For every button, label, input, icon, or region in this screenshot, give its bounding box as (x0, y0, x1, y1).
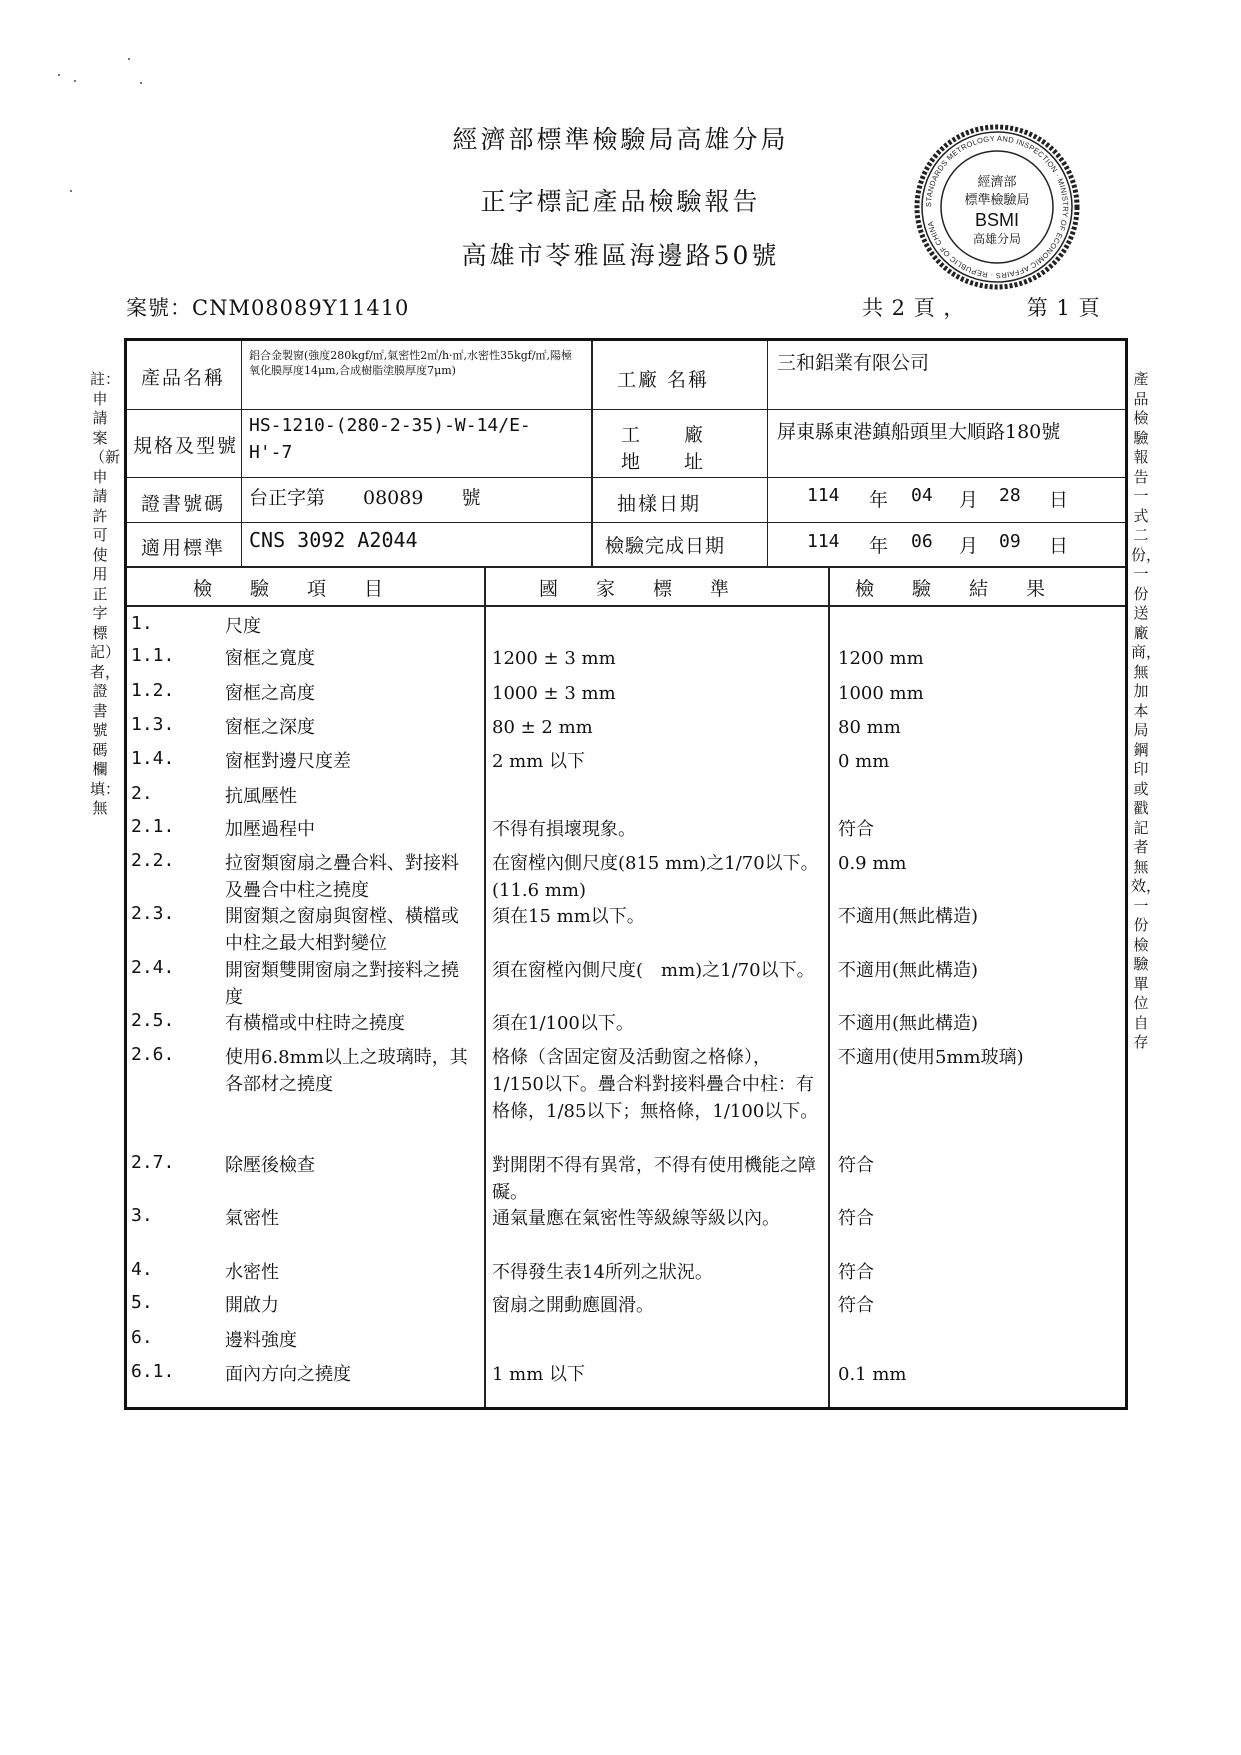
sampling-date-day: 28 (999, 485, 1021, 506)
row-number: 2.2. (131, 850, 175, 871)
row-standard: 格條（含固定窗及活動窗之格條），1/150以下。疊合料對接料疊合中柱：有格條，1/85以下；無格條，1/100以下。 (492, 1047, 819, 1122)
row-result: 符合 (838, 1155, 874, 1176)
year-unit: 年 (869, 489, 891, 511)
spec-model-value-1: HS-1210-(280-2-35)-W-14/E- (249, 415, 531, 436)
seal-line-2: 標準檢驗局 (964, 193, 1030, 208)
row-test-item: 窗框對邊尺度差 (225, 751, 351, 772)
row-test-item: 開窗類雙開窗扇之對接料之撓度 (225, 960, 459, 1008)
row-standard: 窗扇之開動應圓滑。 (492, 1295, 654, 1316)
official-seal (914, 124, 1080, 290)
row-result: 符合 (838, 1262, 874, 1283)
seal-line-4: 高雄分局 (972, 232, 1022, 246)
complete-date-year: 114 (807, 531, 840, 552)
row-standard: 通氣量應在氣密性等級線等級以內。 (492, 1208, 780, 1229)
product-name-label: 產品名稱 (141, 367, 226, 389)
seal-line-1: 經濟部 (977, 175, 1017, 190)
row-number: 3. (131, 1205, 153, 1226)
factory-address-value: 屏東縣東港鎮船頭里大順路180號 (777, 421, 1061, 443)
row-standard: 1 mm 以下 (492, 1364, 586, 1385)
row-test-item: 除壓後檢查 (225, 1155, 315, 1176)
cert-no-label: 證書號碼 (141, 493, 226, 515)
row-result: 0.9 mm (838, 853, 907, 874)
spec-model-value-2: H'-7 (249, 442, 293, 463)
case-number: 案號：CNM08089Y11410 (126, 296, 410, 320)
row-test-item: 開啟力 (225, 1295, 279, 1316)
row-result: 不適用(使用5mm玻璃) (838, 1047, 1024, 1068)
agency-address: 高雄市苓雅區海邊路50號 (461, 241, 780, 270)
row-standard: 在窗樘內側尺度(815 mm)之1/70以下。(11.6 mm) (492, 853, 819, 901)
sampling-date-label: 抽樣日期 (617, 493, 702, 515)
scan-speck (74, 80, 76, 82)
row-test-item: 面內方向之撓度 (225, 1364, 351, 1385)
left-side-note: 註：申請案（新申請許可使用正字標記）者，證書號碼欄填：無 (90, 370, 121, 817)
seal-line-3: BSMI (974, 210, 1020, 230)
row-result: 符合 (838, 1295, 874, 1316)
year-unit: 年 (869, 535, 891, 557)
row-result: 不適用(無此構造) (838, 960, 979, 981)
row-number: 1.4. (131, 748, 175, 769)
complete-date-label: 檢驗完成日期 (605, 535, 726, 557)
page-number: 第 1 頁 (1026, 296, 1101, 320)
scan-speck (128, 58, 130, 60)
row-number: 1.3. (131, 714, 175, 735)
row-number: 2.1. (131, 816, 175, 837)
row-test-item: 開窗類之窗扇與窗樘、橫檔或中柱之最大相對變位 (225, 906, 459, 954)
row-standard: 1000 ± 3 mm (492, 683, 616, 704)
month-unit: 月 (959, 535, 981, 557)
row-number: 2.5. (131, 1010, 175, 1031)
row-test-item: 尺度 (225, 616, 261, 637)
row-standard: 須在15 mm以下。 (492, 906, 645, 927)
row-number: 2.7. (131, 1152, 175, 1173)
row-standard: 不得有損壞現象。 (492, 819, 636, 840)
row-result: 1000 mm (838, 683, 924, 704)
factory-name-label: 工廠 名稱 (617, 369, 710, 391)
row-number: 2.3. (131, 903, 175, 924)
row-result: 符合 (838, 819, 874, 840)
row-standard: 不得發生表14所列之狀況。 (492, 1262, 713, 1283)
row-standard: 1200 ± 3 mm (492, 648, 616, 669)
row-test-item: 有橫檔或中柱時之撓度 (225, 1013, 405, 1034)
cert-no-value: 台正字第 08089 號 (249, 487, 481, 509)
row-standard: 須在1/100以下。 (492, 1013, 634, 1034)
row-test-item: 加壓過程中 (225, 819, 315, 840)
row-number: 1.1. (131, 645, 175, 666)
spec-model-label: 規格及型號 (133, 435, 239, 457)
row-number: 1. (131, 613, 153, 634)
row-test-item: 拉窗類窗扇之疊合料、對接料及疊合中柱之撓度 (225, 853, 459, 901)
row-result: 1200 mm (838, 648, 924, 669)
row-test-item: 氣密性 (225, 1208, 279, 1229)
total-pages: 共 2 頁 ， (862, 296, 966, 320)
scan-speck (140, 82, 142, 84)
row-number: 6.1. (131, 1361, 175, 1382)
page-indicator (862, 292, 1100, 322)
day-unit: 日 (1049, 535, 1071, 557)
header-test-result: 檢 驗 結 果 (855, 578, 1046, 600)
header-test-item: 檢 驗 項 目 (193, 578, 384, 600)
row-result: 不適用(無此構造) (838, 906, 979, 927)
report-title: 正字標記產品檢驗報告 (480, 187, 761, 216)
sampling-date-year: 114 (807, 485, 840, 506)
month-unit: 月 (959, 489, 981, 511)
scan-speck (58, 74, 60, 76)
right-side-note: 產品檢驗報告一式二份，一份送廠商，無加本局鋼印或戳記者無效，一份檢驗單位自存 (1131, 370, 1162, 1051)
header-national-standard: 國 家 標 準 (539, 578, 730, 600)
product-name-value: 鋁合金製窗(強度280kgf/㎡,氣密性2㎥/h·㎡,水密性35kgf/㎡,陽極氧化膜厚度14μm,合成樹脂塗膜厚度7μm) (249, 349, 573, 377)
row-number: 4. (131, 1259, 153, 1280)
report-table (124, 338, 1128, 1410)
factory-name-value: 三和鋁業有限公司 (777, 352, 930, 374)
row-result: 80 mm (838, 717, 901, 738)
row-test-item: 邊料強度 (225, 1330, 297, 1351)
agency-name: 經濟部標準檢驗局高雄分局 (452, 125, 789, 154)
row-number: 2.6. (131, 1044, 175, 1065)
row-test-item: 使用6.8mm以上之玻璃時，其各部材之撓度 (225, 1047, 468, 1095)
row-standard: 80 ± 2 mm (492, 717, 593, 738)
row-standard: 須在窗樘內側尺度( mm)之1/70以下。 (492, 960, 815, 981)
standard-value: CNS 3092 A2044 (249, 528, 418, 552)
row-number: 5. (131, 1292, 153, 1313)
row-test-item: 窗框之寬度 (225, 648, 315, 669)
row-test-item: 水密性 (225, 1262, 279, 1283)
sampling-date-month: 04 (911, 485, 933, 506)
row-number: 1.2. (131, 680, 175, 701)
row-result: 0 mm (838, 751, 890, 772)
standard-label: 適用標準 (141, 537, 226, 559)
complete-date-month: 06 (911, 531, 933, 552)
row-result: 符合 (838, 1208, 874, 1229)
complete-date-day: 09 (999, 531, 1021, 552)
row-result: 0.1 mm (838, 1364, 907, 1385)
row-result: 不適用(無此構造) (838, 1013, 979, 1034)
day-unit: 日 (1049, 489, 1071, 511)
row-number: 6. (131, 1327, 153, 1348)
factory-address-label-2: 地 址 (621, 451, 706, 473)
row-test-item: 窗框之高度 (225, 683, 315, 704)
row-number: 2.4. (131, 957, 175, 978)
row-test-item: 抗風壓性 (225, 786, 297, 807)
row-test-item: 窗框之深度 (225, 717, 315, 738)
row-standard: 對開閉不得有異常，不得有使用機能之障礙。 (492, 1155, 816, 1203)
factory-address-label-1: 工 廠 (621, 424, 706, 446)
row-standard: 2 mm 以下 (492, 751, 586, 772)
seal-ring-text: STANDARDS METROLOGY AND INSPECTION · MINISTRY OF ECONOMIC AFFAIRS · REPUBLIC OF CHINA (923, 133, 1071, 281)
row-number: 2. (131, 783, 153, 804)
